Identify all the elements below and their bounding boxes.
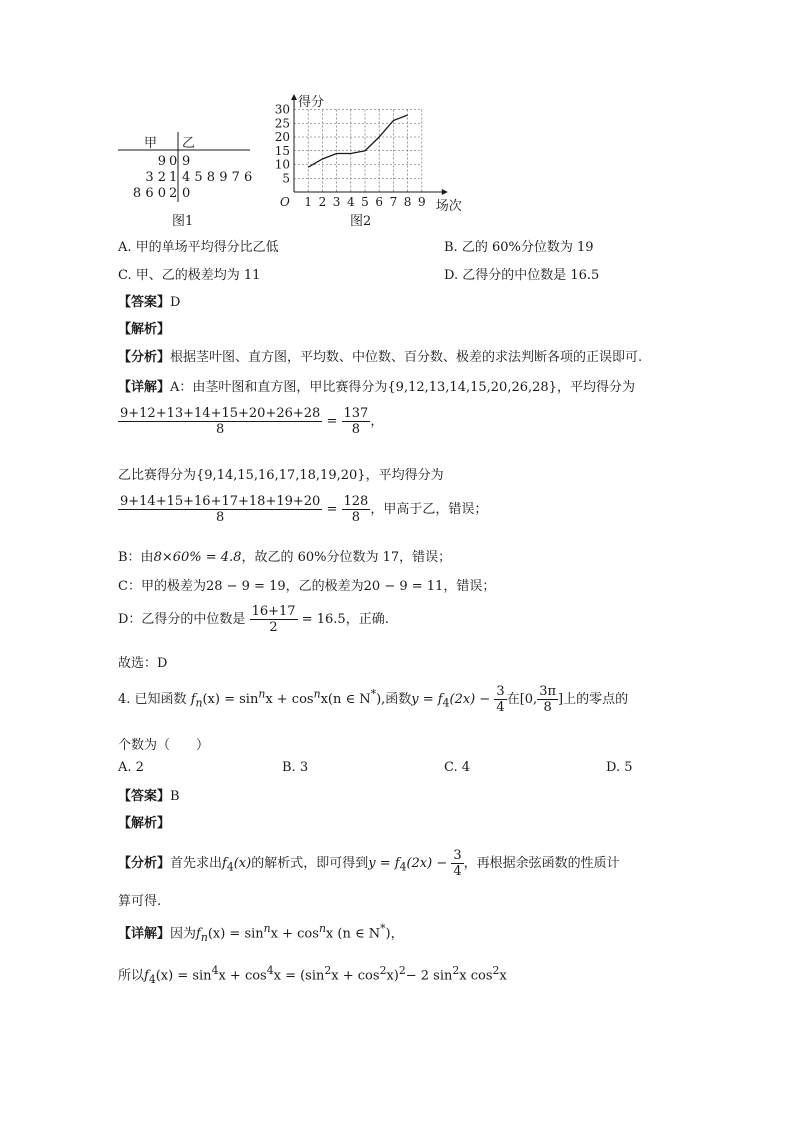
q4-analysis-tag: 【解析】 [118,816,171,831]
q3-yi-set: {9,14,15,16,17,18,19,20} [196,468,366,483]
q4-detail-tag: 【详解】 [118,926,171,942]
q4-so-s6: 2 [452,964,460,977]
q4-y2: (2x) − [449,692,491,707]
stem-leaf-figure [118,128,258,228]
x-axis-arrow [442,189,448,195]
q4-lead: 4. 已知函数 [118,692,187,707]
q3-c-post: ，错误； [443,579,496,594]
q4-so-m3: x = (sin [273,968,325,984]
q3-frac2-tail: ，甲高于乙，错误； [370,502,488,517]
q4-so-f-sub: 4 [148,972,156,986]
q4-fenxi-sub: 4 [226,860,234,874]
q4-mid: ,函数 [381,692,412,707]
q3-frac1-line [118,406,383,437]
q3-frac1-num: 9+12+13+14+15+20+26+28 [120,406,321,421]
q4-end: 上的零点的 [563,692,629,707]
q3-detail-a-pre: A：由茎叶图和直方图，甲比赛得分为 [170,380,388,395]
q4-so-f: f [144,968,149,984]
q3-analysis-tag: 【解析】 [118,322,171,337]
q4-fenxi-frac [451,848,463,879]
x-tick-label: 6 [375,195,384,209]
q4-fn-sub: n [195,696,203,710]
q3-frac2-num: 9+14+15+16+17+18+19+20 [120,494,321,509]
y-tick-label: 25 [274,116,290,131]
q4-detail-math: (x) = sin [207,926,264,942]
q4-so-pre: 所以 [118,968,145,984]
q4-detail-math3: x (n ∈ N [325,926,381,942]
q4-answer-line [118,785,180,804]
y-tick-label: 15 [274,143,290,158]
q4-line2: 个数为（ ） [118,738,210,753]
q3-d-pre: D：乙得分的中位数是 [118,612,246,627]
x-tick-label: 2 [318,195,327,209]
fig2-caption: 图2 [350,214,372,229]
q4-stem-line [118,684,628,715]
q3-c-line [118,575,495,594]
q4-so-line [118,964,507,986]
q3-c-mid: ，乙的极差为 [285,579,364,594]
q3-detail-a-line [118,376,635,395]
q3-d-den: 2 [269,620,278,635]
q3-option-a: A. 甲的单场平均得分比乙低 [118,240,279,255]
q4-int-num: 3π [539,684,557,699]
x-axis-label: 场次 [435,199,462,214]
x-tick-label: 7 [389,195,398,209]
q4-cond-end: ) [376,692,382,707]
q4-def2: x + cos [265,692,314,707]
q4-fenxi-f: f [222,856,227,871]
q3-choose: 故选：D [118,656,168,671]
q3-frac1-eq: = [326,414,338,429]
q4-in: 在 [506,692,520,707]
q4-so-s4: 2 [379,964,387,977]
q4-option-d: D. 5 [606,760,633,775]
y-axis-arrow [291,94,297,100]
q4-option-c: C. 4 [444,760,471,775]
q4-def: (x) = sin [202,692,259,707]
q4-so-s2: 4 [266,964,274,977]
q3-answer: D [170,295,181,310]
y-tick-label: 30 [274,102,290,117]
q3-frac1-tail: ， [370,414,384,429]
y-tick-label: 10 [274,157,290,172]
x-tick-label: 5 [361,195,369,209]
q3-b-post: ，故乙的 60%分位数为 17，错误； [241,550,452,565]
q4-so-m7: x cos [459,968,493,984]
q3-frac2-result [342,494,371,525]
stem-leaf-left-0: 9 [157,154,166,169]
q4-option-a: A. 2 [118,760,144,775]
q4-so-m8: x [499,968,507,984]
series-line [308,115,407,167]
q3-d-frac [250,604,298,635]
q3-d-post: ，正确. [345,612,389,627]
q4-fn: f [190,692,196,707]
y-tick-label: 5 [282,171,290,186]
origin-label: O [280,195,290,209]
q4-fenxi-y2: (2x) − [406,856,448,871]
q3-b-pre: B：由 [118,550,154,565]
q4-detail-pre: 因为 [170,926,197,942]
q4-fenxi-den: 4 [453,864,462,879]
q4-cond-sup: * [370,687,377,701]
q4-so-m5: x) [386,968,399,984]
q4-fenxi-y: y = f [368,856,400,871]
q4-so-s5: 2 [398,964,406,977]
q3-fenxi: 根据茎叶图、直方图，平均数、中位数、百分数、极差的求法判断各项的正误即可. [170,350,643,365]
q4-detail-sup-n1: n [263,922,271,935]
q4-so-m2: x + cos [218,968,267,984]
q4-cond: (n ∈ N [327,692,371,707]
q4-fenxi-pre: 首先求出 [170,856,223,871]
q4-def3: x [320,692,328,707]
q3-b-math: 8×60% = 4.8 [153,550,242,565]
stem-leaf-stem-0: 0 [169,154,178,169]
q4-int-den: 8 [543,700,552,715]
q4-sup-n2: n [313,687,321,701]
q3-d-eq: = 16.5 [301,612,346,627]
q4-fenxi-num: 3 [453,848,462,863]
stem-leaf-left-1: 3 2 [145,170,166,185]
q4-fenxi-tag: 【分析】 [118,856,171,871]
q3-frac1 [118,406,322,437]
q3-answer-tag: 【答案】 [118,295,171,310]
stem-leaf-header-left: 甲 [144,136,158,151]
q3-option-c: C. 甲、乙的极差均为 11 [118,268,261,283]
q3-yi-post: ，平均得分为 [365,468,444,483]
q4-fenxi-x: (x) [233,856,252,871]
q3-fenxi-tag: 【分析】 [118,350,171,365]
q3-detail-a-set: {9,12,13,14,15,20,26,28} [387,380,557,395]
q3-frac2-den: 8 [216,510,225,525]
stem-leaf-left-2: 8 6 0 [132,186,166,201]
q3-yi-line [118,464,444,483]
q3-yi-pre: 乙比赛得分为 [118,468,197,483]
q4-so-m4: x + cos [331,968,380,984]
q3-frac2-rnum: 128 [343,494,369,509]
q4-detail-math2: x + cos [270,926,319,942]
q3-detail-tag: 【详解】 [118,380,171,395]
q3-frac2-line [118,494,487,525]
q4-fenxi-post: ，再根据余弦函数的性质计 [463,856,620,871]
q3-fenxi-line [118,346,642,365]
q4-detail-close: )， [385,926,404,942]
stem-leaf-right-0: 9 [182,154,191,169]
q4-so-math: (x) = sin [155,968,212,984]
q4-fenxi-line2: 算可得. [118,894,162,909]
q4-frac [494,684,506,715]
line-chart-figure [262,92,462,229]
stem-leaf-right-2: 0 [182,186,191,201]
q3-frac1-rden: 8 [351,422,361,437]
q4-so-s1: 4 [211,964,219,977]
q3-c-pre: C：甲的极差为 [118,579,206,594]
y-tick-label: 20 [274,130,290,144]
q4-int-frac [537,684,558,715]
q4-detail-line [118,922,404,944]
q3-frac2-rden: 8 [351,510,361,525]
stem-leaf-header-right: 乙 [182,136,196,151]
q3-frac1-result [342,406,371,437]
stem-leaf-right-1: 4 5 8 9 7 6 [182,170,253,185]
x-tick-label: 3 [332,195,341,209]
x-tick-label: 1 [304,195,313,209]
q4-option-b: B. 3 [282,760,309,775]
x-tick-label: 9 [417,195,426,209]
x-tick-label: 4 [346,195,355,209]
q3-option-b: B. 乙的 60%分位数为 19 [444,240,594,255]
q4-fenxi-mid: 的解析式，即可得到 [251,856,369,871]
q3-detail-a-post: ，平均得分为 [556,380,635,395]
q4-frac-den: 4 [496,700,505,715]
y-axis-label: 得分 [298,95,325,110]
fig1-caption: 图1 [172,214,194,229]
q4-detail-sup-n2: n [318,922,326,935]
q3-b-line [118,546,451,565]
q3-frac1-rnum: 137 [343,406,369,421]
q3-answer-line [118,291,180,310]
line-chart-svg [262,92,462,222]
stem-leaf-stem-1: 1 [169,170,178,185]
stem-leaf-stem-2: 2 [169,186,178,201]
q4-so-s3: 2 [324,964,332,977]
q4-detail-f-sub: n [200,930,208,944]
q4-int-l: [0, [519,692,538,707]
q4-fenxi-y-sub: 4 [399,860,407,874]
q4-so-m6: − 2 sin [405,968,453,984]
q3-d-line [118,604,389,635]
q4-detail-sup: * [380,922,386,935]
q4-answer-tag: 【答案】 [118,789,171,804]
q4-int-r: ] [558,692,564,707]
q4-fenxi-line [118,848,620,879]
q4-so-s7: 2 [492,964,500,977]
q3-frac2 [118,494,322,525]
q3-c-m1: 28 − 9 = 19 [205,579,286,594]
q4-y-sub: 4 [442,696,450,710]
x-tick-label: 8 [403,195,412,209]
q4-answer: B [170,789,180,804]
q4-sup-n1: n [258,687,266,701]
q3-option-d: D. 乙得分的中位数是 16.5 [444,268,600,283]
q4-detail-f: f [196,926,201,942]
q3-frac1-den: 8 [216,422,225,437]
q4-frac-num: 3 [496,684,505,699]
q3-frac2-eq: = [326,502,338,517]
q4-y: y = f [411,692,443,707]
q3-d-num: 16+17 [251,604,296,619]
q3-c-m2: 20 − 9 = 11 [363,579,444,594]
